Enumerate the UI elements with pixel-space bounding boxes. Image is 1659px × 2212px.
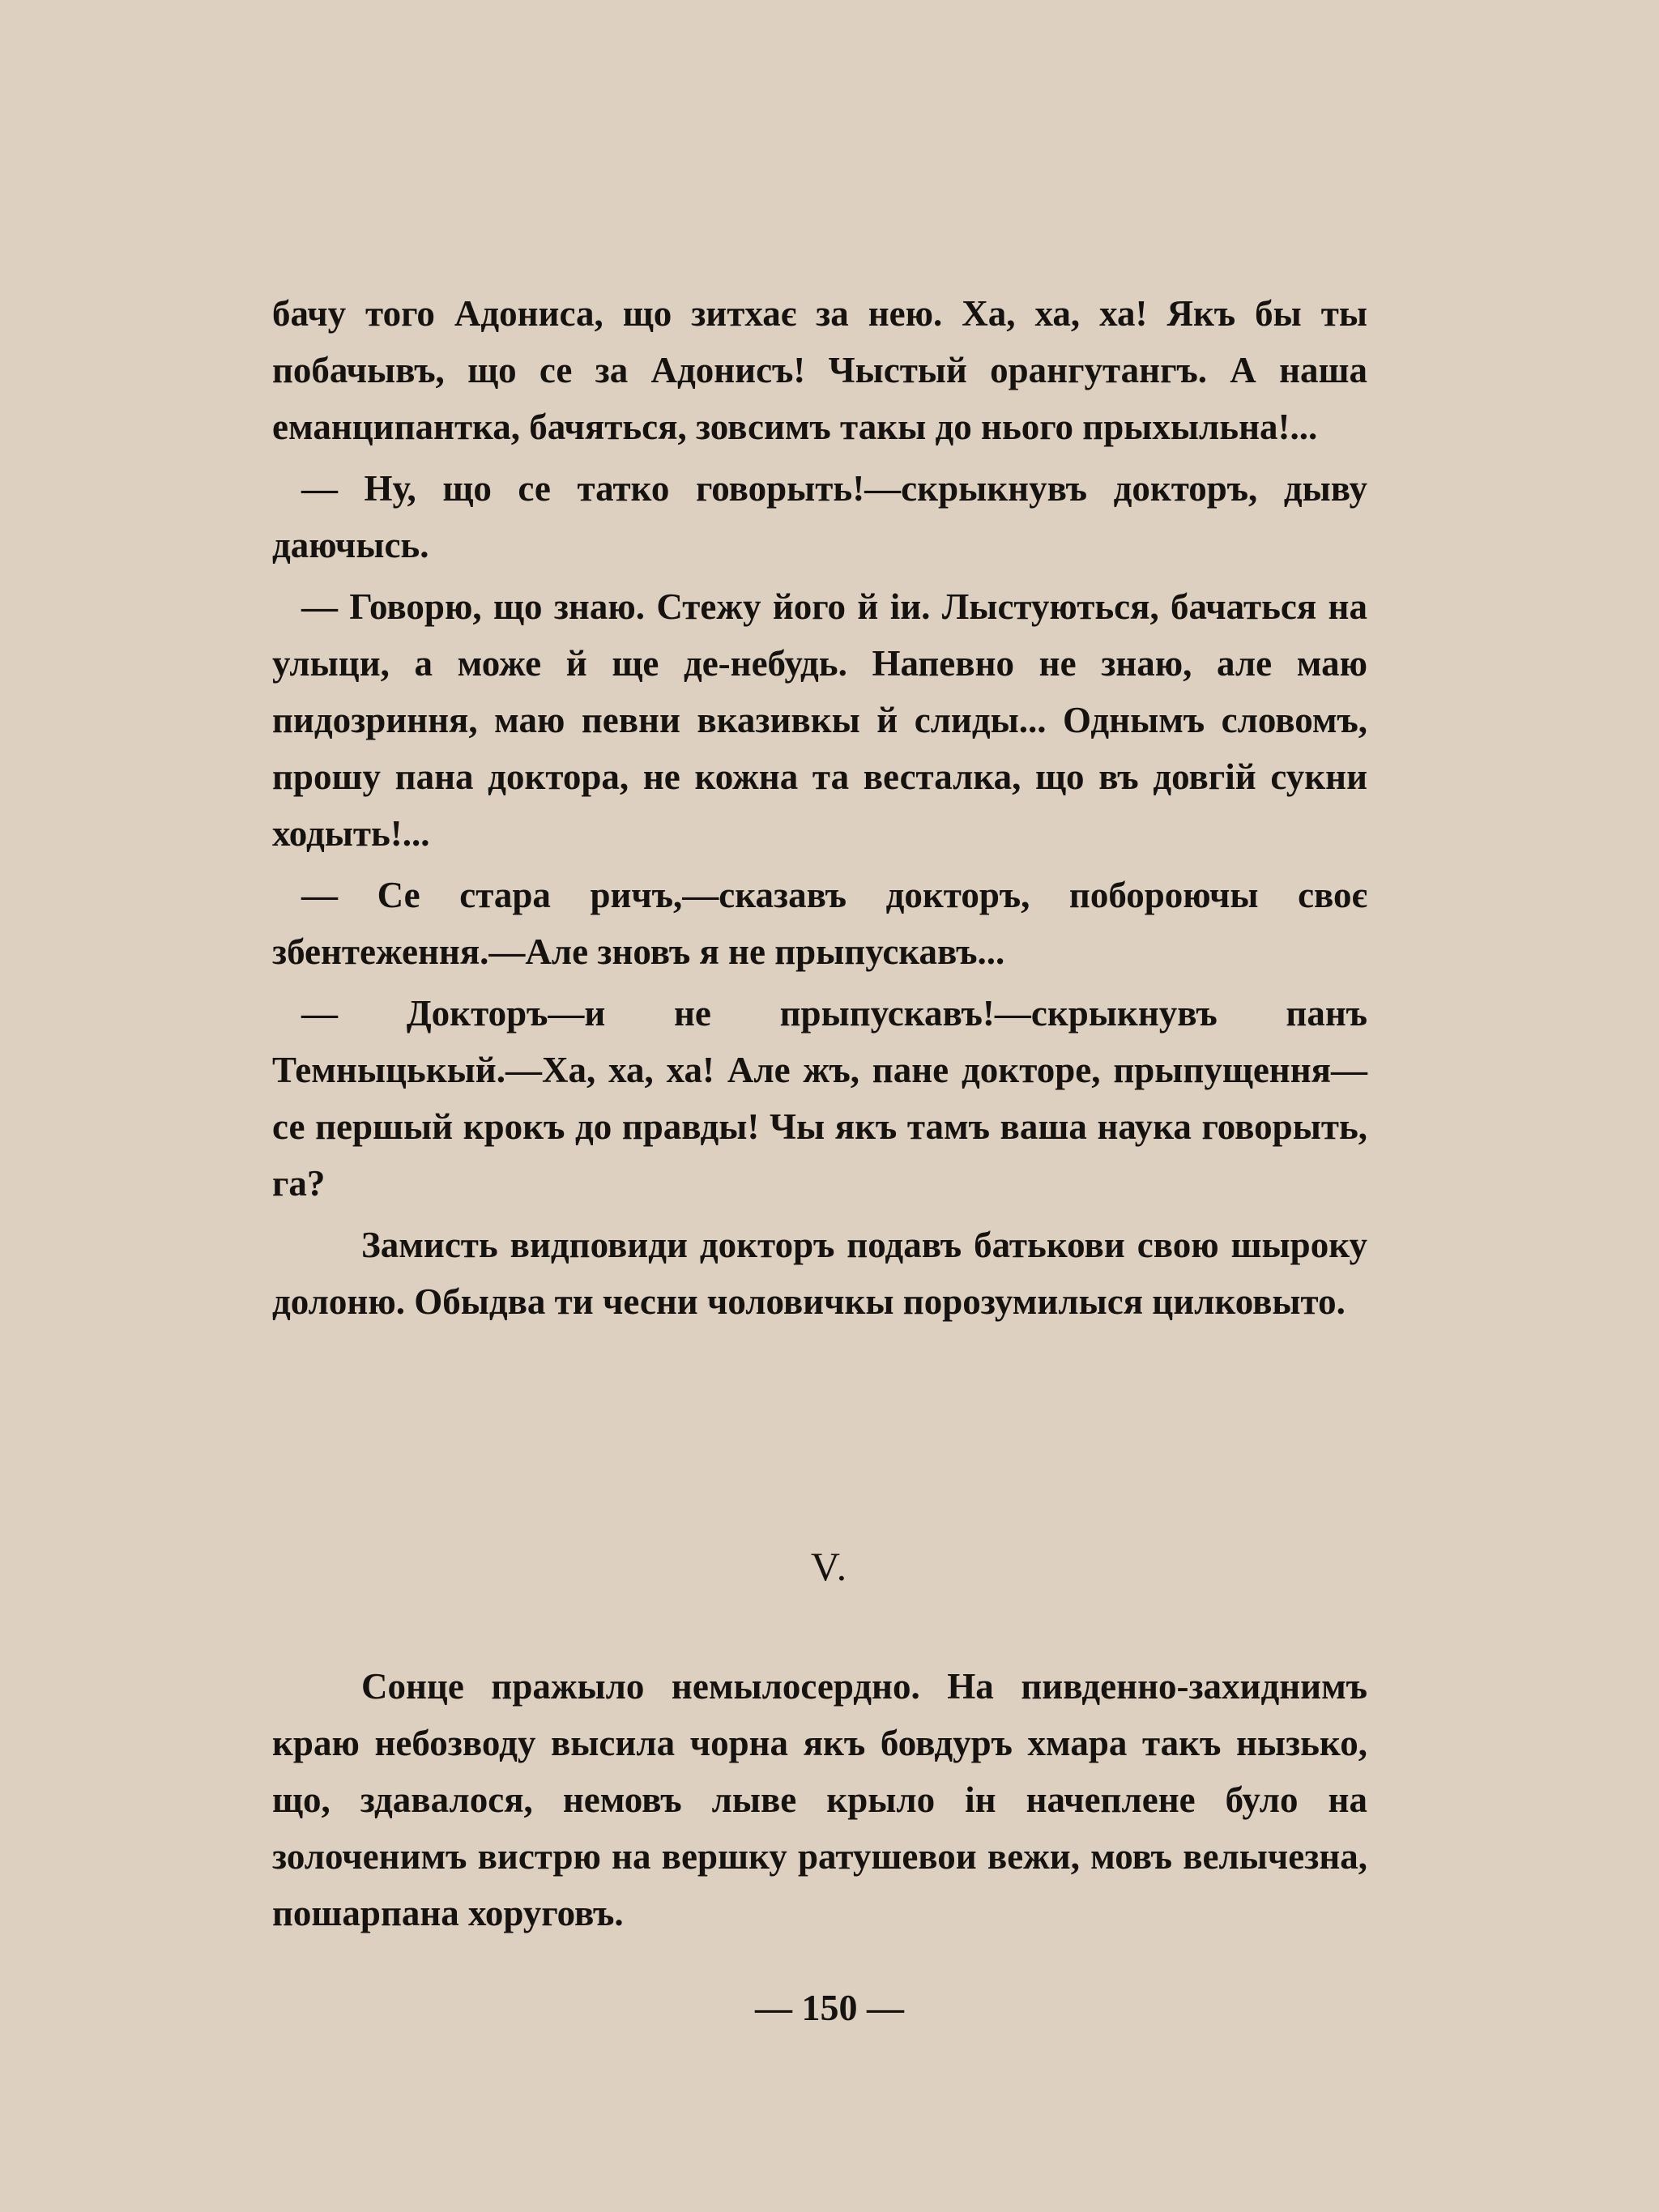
paragraph: Сонце пражыло немылосердно. На пивденно-захиднимъ краю небозводу высила чорна якъ бовдуръ хмара такъ нызько, що, здавалося, немовъ лыве крыло ін начеплене було на золоченимъ вистрю на вершку ратушевои вежи, мовъ велычезна, пошарпана хоруговъ. [272, 1666, 1367, 1933]
paragraph: бачу того Адониса, що зитхає за нею. Ха, ха, ха! Якъ бы ты побачывъ, що се за Адонисъ! Чыстый орангутангъ. А наша еманципантка, бачяться, зовсимъ такы до нього прыхыльна!... [272, 293, 1367, 447]
paragraph-dialogue: — Докторъ—и не прыпускавъ!—скрыкнувъ панъ Темныцькый.—Ха, ха, ха! Але жъ, пане докторе, прыпущення—се першый крокъ до правды! Чы якъ тамъ ваша наука говорыть, га? [272, 993, 1367, 1204]
text-block-upper [272, 285, 1367, 1335]
chapter-heading: V. [810, 1544, 849, 1589]
paragraph-dialogue: — Говорю, що знаю. Стежу його й іи. Лыстуються, бачаться на улыци, а може й ще де-небудь. Напевно не знаю, але маю пидозриння, маю певни вказивкы й слиды... Однымъ словомъ, прошу пана доктора, не кожна та весталка, що въ довгій сукни ходыть!... [272, 586, 1367, 854]
page-number: — 150 — [755, 1987, 904, 2028]
paragraph: Замисть видповиди докторъ подавъ батькови свою шыроку долоню. Обыдва ти чесни чоловичкы порозумилыся цилковыто. [272, 1225, 1367, 1322]
paragraph-dialogue: — Ну, що се татко говорыть!—скрыкнувъ докторъ, дыву даючысь. [272, 468, 1367, 565]
paragraph-dialogue: — Се стара ричъ,—сказавъ докторъ, побороючы своє збентеження.—Але зновъ я не прыпускавъ... [272, 875, 1367, 972]
text-block-lower [272, 1658, 1367, 1946]
